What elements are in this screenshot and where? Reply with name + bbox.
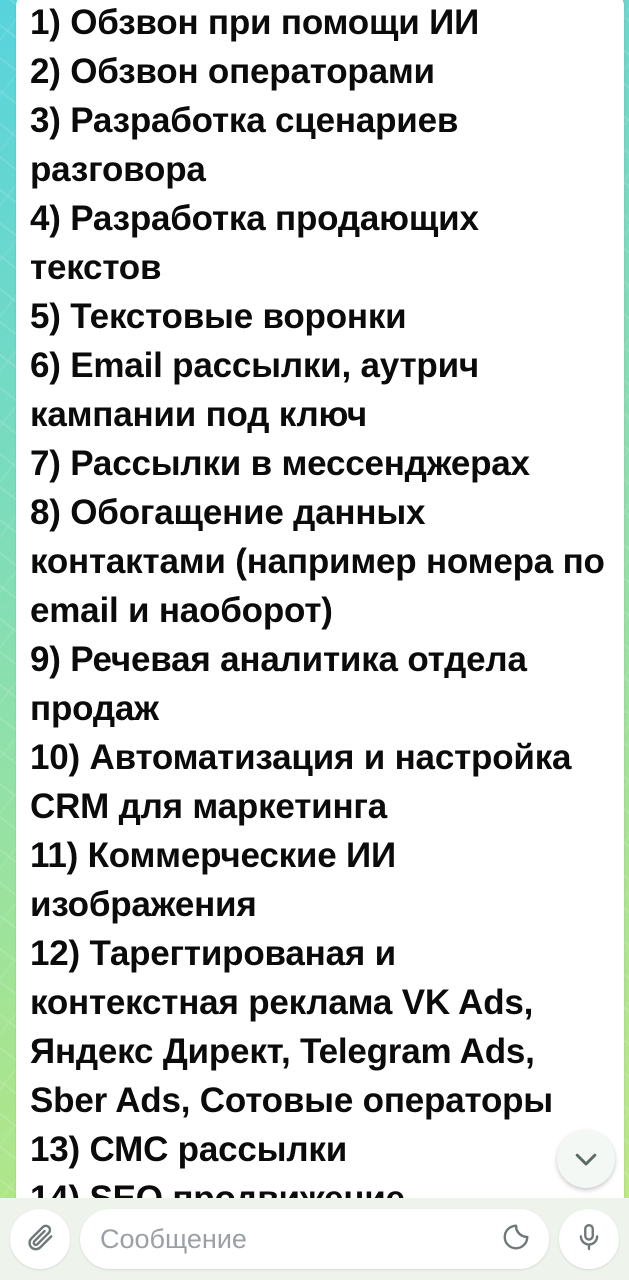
message-line: 10) Автоматизация и настройка CRM для маркетинга (30, 738, 572, 826)
message-line: 2) Обзвон операторами (30, 52, 435, 91)
message-line: 1) Обзвон при помощи ИИ (30, 3, 480, 42)
message-text (30, 0, 610, 1223)
paperclip-icon (25, 1222, 55, 1257)
microphone-icon (574, 1222, 604, 1257)
message-input[interactable] (98, 1223, 491, 1256)
message-line: 9) Речевая аналитика отдела продаж (30, 640, 527, 728)
message-line: 8) Обогащение данных контактами (например номера по email и наоборот) (30, 493, 605, 630)
voice-message-button[interactable] (559, 1209, 619, 1269)
message-line: 7) Рассылки в мессенджерах (30, 444, 530, 483)
message-line: 6) Email рассылки, аутрич кампании под ключ (30, 346, 480, 434)
attach-button[interactable] (10, 1209, 70, 1269)
message-line: 13) СМС рассылки (30, 1130, 348, 1169)
message-composer (0, 1198, 629, 1280)
message-line: 11) Коммерческие ИИ изображения (30, 836, 396, 924)
message-line: 4) Разработка продающих текстов (30, 199, 479, 287)
message-bubble[interactable] (16, 0, 624, 1233)
message-input-container[interactable] (80, 1209, 549, 1269)
chevron-down-icon (571, 1144, 601, 1174)
sticker-icon[interactable] (501, 1222, 531, 1257)
message-line: 3) Разработка сценариев разговора (30, 101, 459, 189)
message-line: 12) Тарегтированая и контекстная реклама VK Ads, Яндекс Директ, Telegram Ads, Sber Ads, Сотовые операторы (30, 934, 554, 1120)
scroll-to-bottom-button[interactable] (557, 1130, 615, 1188)
message-line: 5) Текстовые воронки (30, 297, 407, 336)
